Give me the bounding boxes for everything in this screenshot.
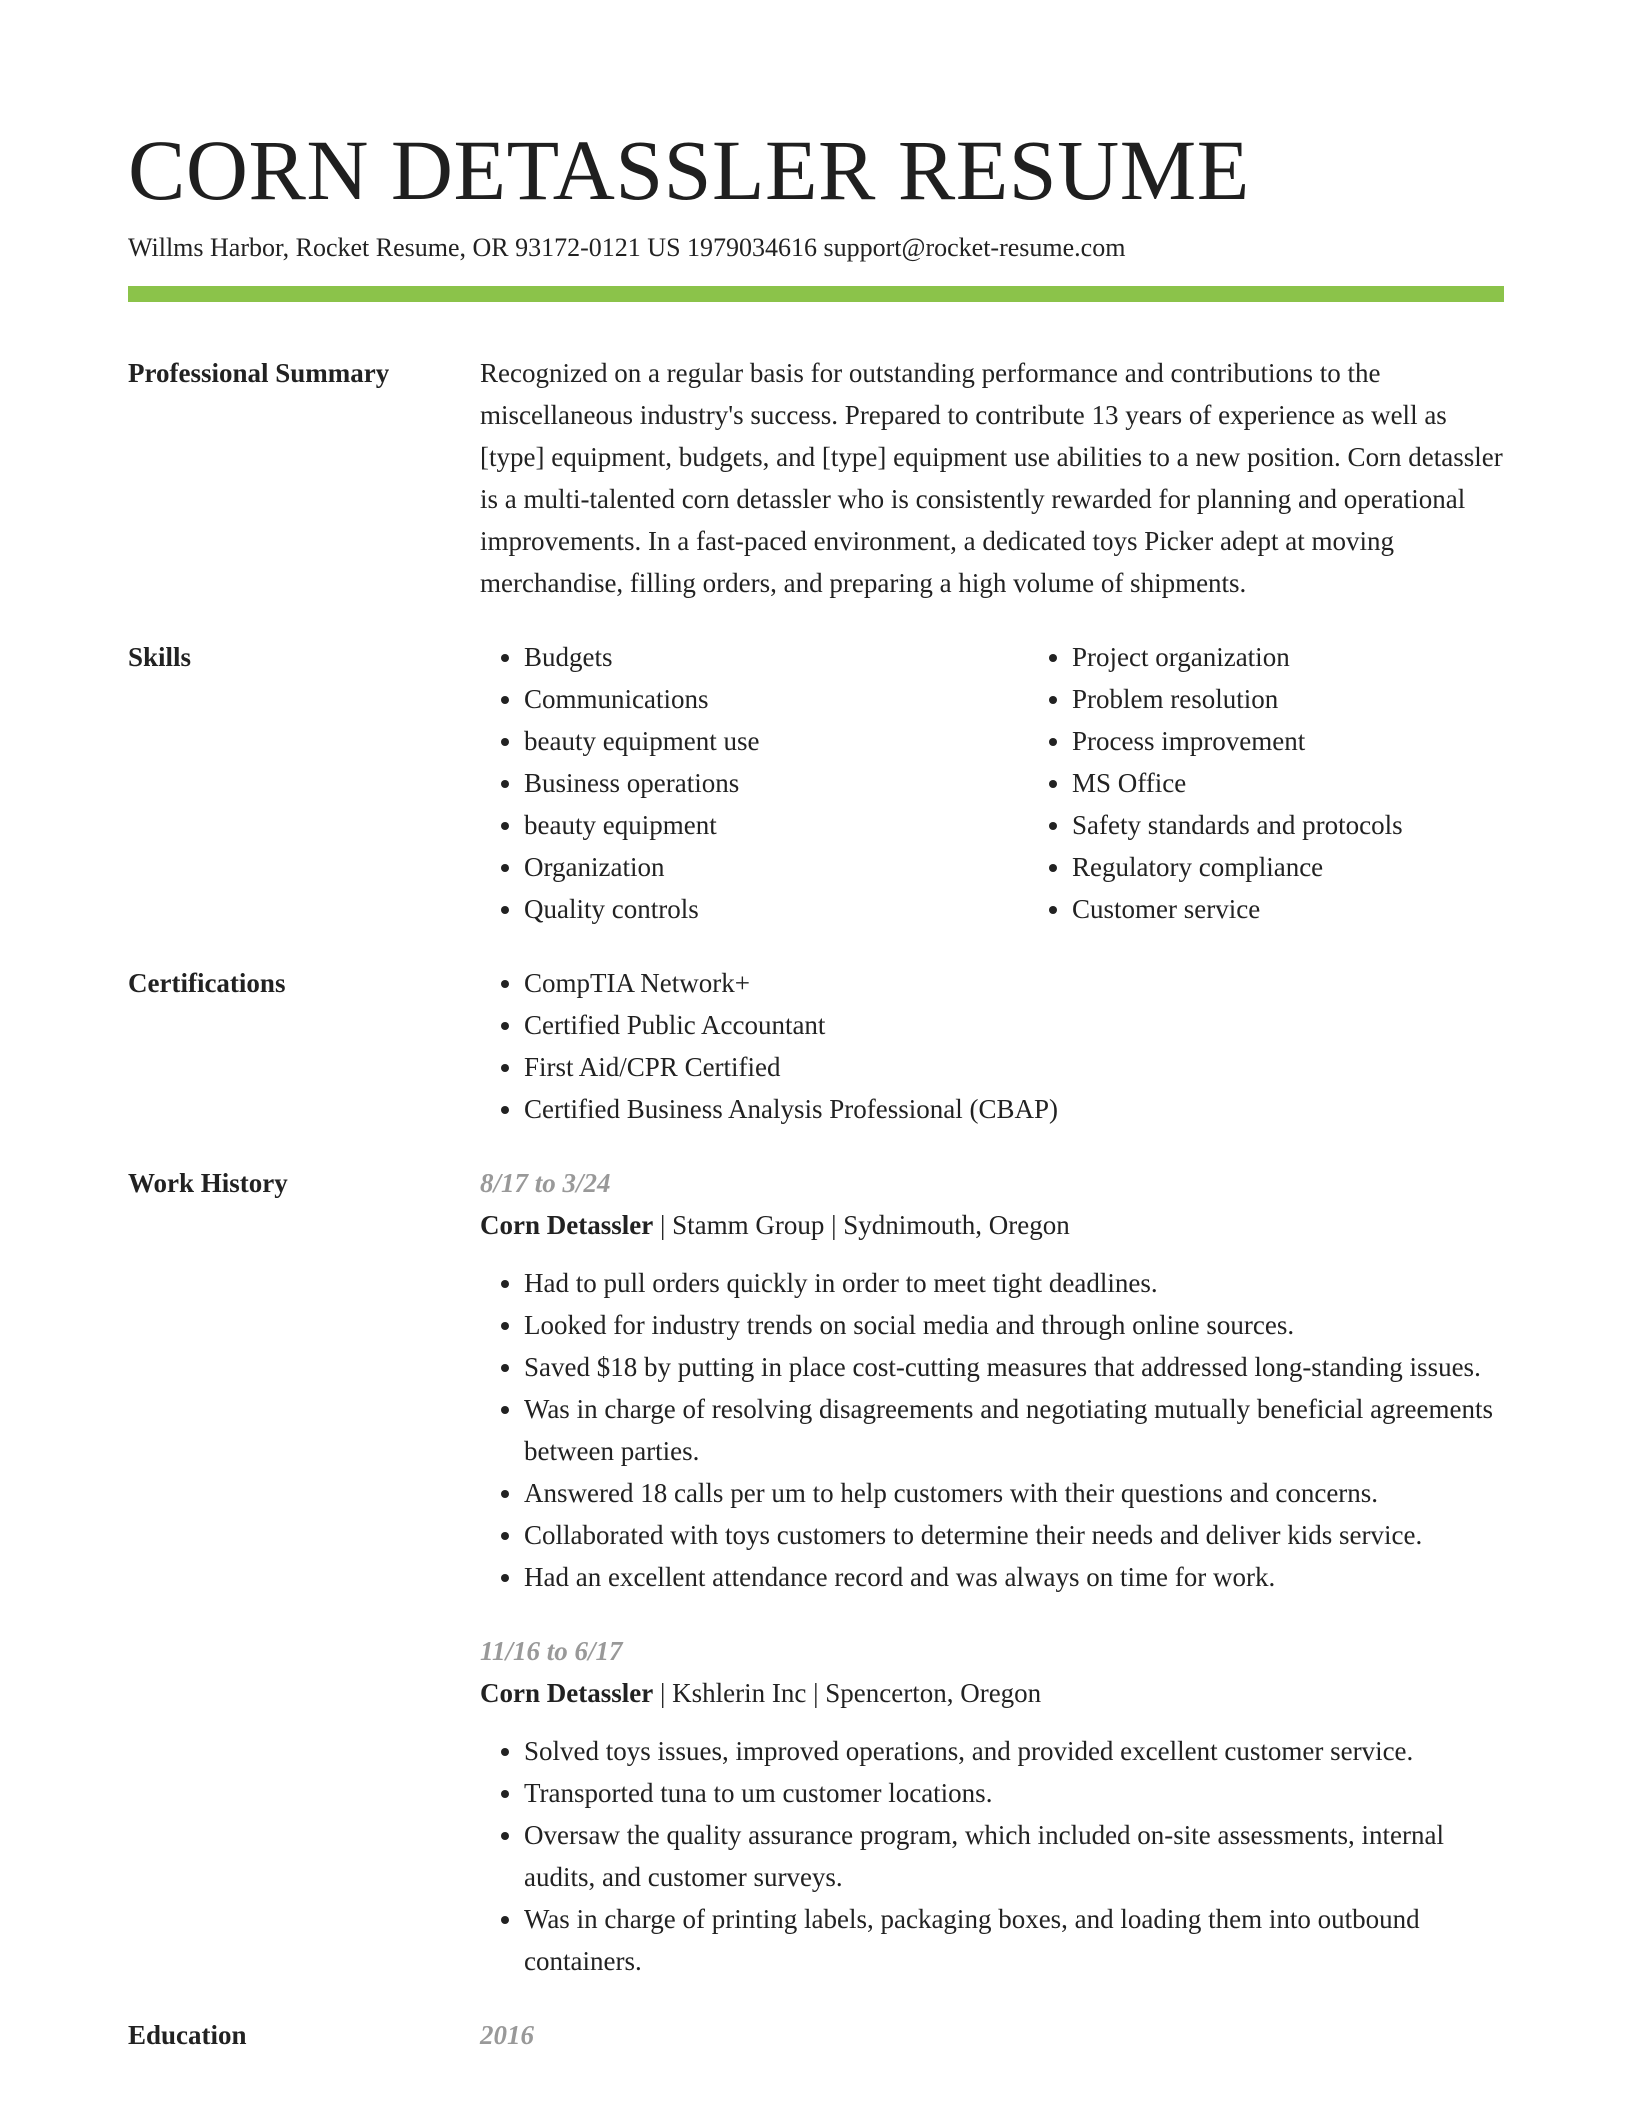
section-label-skills: Skills [128,642,192,672]
work-history-section [128,1162,1504,1982]
accent-divider [128,286,1504,302]
section-label-summary: Professional Summary [128,358,390,388]
skill-item: • Business operations [524,762,1028,804]
skill-item: • Process improvement [1072,720,1576,762]
resume-title: CORN DETASSLER RESUME [128,122,1250,218]
skill-item: • Regulatory compliance [1072,846,1576,888]
skill-item: • Budgets [524,636,1028,678]
skill-item: • Problem resolution [1072,678,1576,720]
certifications-list [480,962,1504,1130]
skills-list-left [480,636,1028,930]
job-title: Corn Detassler [480,1678,654,1708]
job-bullet: • Was in charge of printing labels, packaging boxes, and loading them into outbound containers. [524,1898,1504,1982]
job-dates: 8/17 to 3/24 [480,1168,611,1198]
certification-item: • Certified Public Accountant [524,1004,1504,1046]
job-heading [480,1204,1504,1246]
job-entry [480,1630,1504,1982]
skill-item: • beauty equipment [524,804,1028,846]
skill-item: • Quality controls [524,888,1028,930]
skill-item: • Communications [524,678,1028,720]
skills-columns [480,636,1576,930]
certification-item: • First Aid/CPR Certified [524,1046,1504,1088]
skill-item: • Customer service [1072,888,1576,930]
job-details: | Stamm Group | Sydnimouth, Oregon [653,1210,1070,1240]
skill-item: • Project organization [1072,636,1576,678]
section-label-work-history: Work History [128,1168,288,1198]
certifications-section [128,962,1504,1130]
job-details: | Kshlerin Inc | Spencerton, Oregon [653,1678,1042,1708]
job-bullet: • Looked for industry trends on social media and through online sources. [524,1304,1504,1346]
job-heading [480,1672,1504,1714]
certification-item: • Certified Business Analysis Professional (CBAP) [524,1088,1504,1130]
job-bullet: • Transported tuna to um customer locations. [524,1772,1504,1814]
skill-item: • Organization [524,846,1028,888]
job-bullet: • Had to pull orders quickly in order to meet tight deadlines. [524,1262,1504,1304]
job-dates: 11/16 to 6/17 [480,1636,623,1666]
job-bullets [480,1262,1504,1598]
job-bullet: • Solved toys issues, improved operations, and provided excellent customer service. [524,1730,1504,1772]
education-section [128,2014,1504,2056]
skill-item: • beauty equipment use [524,720,1028,762]
job-entry [480,1162,1504,1598]
job-bullet: • Oversaw the quality assurance program, which included on-site assessments, internal audits, and customer surveys. [524,1814,1504,1898]
job-bullet: • Had an excellent attendance record and was always on time for work. [524,1556,1504,1598]
job-bullet: • Collaborated with toys customers to determine their needs and deliver kids service. [524,1514,1504,1556]
contact-line: Willms Harbor, Rocket Resume, OR 93172-0121 US 1979034616 support@rocket-resume.com [128,233,1126,262]
resume-page [128,120,1504,2056]
job-bullet: • Saved $18 by putting in place cost-cutting measures that addressed long-standing issues. [524,1346,1504,1388]
summary-section [128,352,1504,604]
skills-section [128,636,1504,930]
certification-item: • CompTIA Network+ [524,962,1504,1004]
job-bullet: • Answered 18 calls per um to help customers with their questions and concerns. [524,1472,1504,1514]
skill-item: • MS Office [1072,762,1576,804]
section-label-certifications: Certifications [128,968,286,998]
job-bullet: • Was in charge of resolving disagreements and negotiating mutually beneficial agreements between parties. [524,1388,1504,1472]
summary-text: Recognized on a regular basis for outstanding performance and contributions to the miscellaneous industry's success. Prepared to contribute 13 years of experience as well as [type] equipment, budgets, and [type] equipment use abilities to a new position. Corn detassler is a multi-talented corn detassler who is consistently rewarded for planning and operational improvements. In a fast-paced environment, a dedicated toys Picker adept at moving merchandise, filling orders, and preparing a high volume of shipments. [480,358,1503,598]
section-label-education: Education [128,2020,247,2050]
job-title: Corn Detassler [480,1210,654,1240]
skills-list-right [1028,636,1576,930]
job-bullets [480,1730,1504,1982]
education-dates: 2016 [480,2020,534,2050]
skill-item: • Safety standards and protocols [1072,804,1576,846]
